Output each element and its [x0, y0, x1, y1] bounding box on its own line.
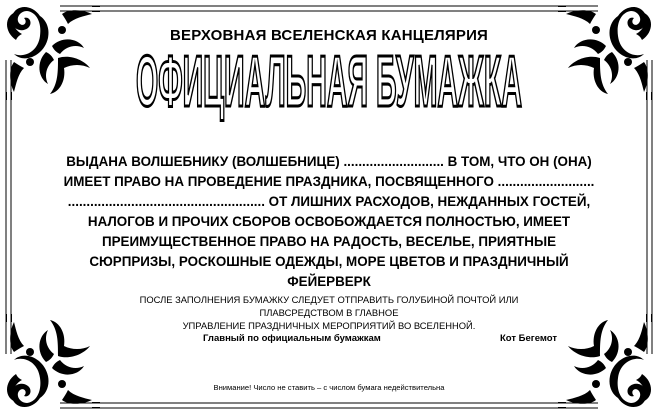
corner-ornament-bottom-right-icon [558, 314, 658, 414]
body-line: СЮРПРИЗЫ, РОСКОШНЫЕ ОДЕЖДЫ, МОРЕ ЦВЕТОВ И ПРАЗДНИЧНЫЙ [89, 254, 569, 269]
body-line: ИМЕЕТ ПРАВО НА ПРОВЕДЕНИЕ ПРАЗДНИКА, ПОСВЯЩЕННОГО .......................... [63, 174, 595, 189]
body-line: НАЛОГОВ И ПРОЧИХ СБОРОВ ОСВОБОЖДАЕТСЯ ПОЛНОСТЬЮ, ИМЕЕТ [87, 214, 571, 229]
body-line: ПРЕИМУЩЕСТВЕННОЕ ПРАВО НА РАДОСТЬ, ВЕСЕЛЬЕ, ПРИЯТНЫЕ [101, 234, 557, 249]
certificate-body [60, 152, 598, 292]
document-title-text: ОФИЦИАЛЬНАЯ БУМАЖКА [136, 52, 522, 123]
corner-ornament-bottom-left-icon [0, 314, 100, 414]
issuing-authority: ВЕРХОВНАЯ ВСЕЛЕНСКАЯ КАНЦЕЛЯРИЯ [169, 27, 489, 44]
body-line: ФЕЙЕРВЕРК [287, 274, 371, 289]
footer-warning: Внимание! Число не ставить – с числом бумага недействительна [213, 383, 445, 392]
delivery-instruction [100, 293, 558, 332]
body-line: ВЫДАНА ВОЛШЕБНИКУ (ВОЛШЕБНИЦЕ) ........................... В ТОМ, ЧТО ОН (ОНА) [66, 154, 592, 169]
instruction-line: УПРАВЛЕНИЕ ПРАЗДНИЧНЫХ МЕРОПРИЯТИЙ ВО ВСЕЛЕННОЙ. [182, 320, 476, 331]
signatory-name: Кот Бегемот [500, 333, 558, 344]
signatory-position: Главный по официальным бумажкам [203, 333, 381, 344]
document-title [0, 52, 658, 136]
instruction-line: ПОСЛЕ ЗАПОЛНЕНИЯ БУМАЖКУ СЛЕДУЕТ ОТПРАВИТЬ ГОЛУБИНОЙ ПОЧТОЙ ИЛИ ПЛАВСРЕДСТВОМ В ГЛАВНОЕ [139, 294, 519, 318]
body-line: ..................................................... ОТ ЛИШНИХ РАСХОДОВ, НЕЖДАННЫХ ГОСТЕЙ, [67, 194, 591, 209]
